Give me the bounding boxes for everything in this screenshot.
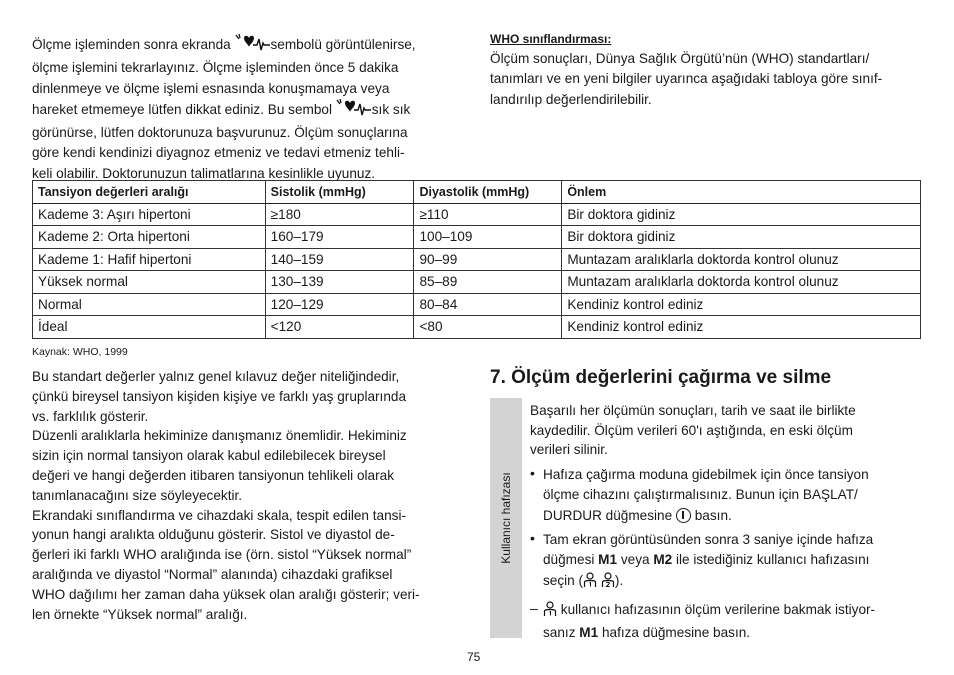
intro-line-2: ölçme işlemini tekrarlayınız. Ölçme işleminden önce 5 dakika bbox=[32, 60, 399, 76]
user-1-icon bbox=[543, 601, 557, 623]
cell-range: İdeal bbox=[33, 316, 266, 339]
m2-button-label: M2 bbox=[653, 552, 673, 568]
cell-action: Muntazam aralıklarla doktorda kontrol olunuz bbox=[562, 248, 921, 271]
cell-range: Kademe 2: Orta hipertoni bbox=[33, 226, 266, 249]
bullet-2-line-2 bbox=[543, 550, 873, 570]
who-line-2: tanımları ve en yeni bilgiler uyarınca aşağıdaki tabloya göre sınıf- bbox=[490, 71, 883, 87]
table-row bbox=[33, 226, 921, 249]
table-row bbox=[33, 203, 921, 226]
intro-line-5: görünürse, lütfen doktorunuza başvurunuz. Ölçüm sonuçlarına bbox=[32, 125, 408, 141]
body-line: çünkü bireysel tansiyon kişiden kişiye ve farklı yaş gruplarında bbox=[32, 388, 407, 404]
bullet-1-line-2: ölçme cihazını çalıştırmalısınız. Bunun için BAŞLAT/ bbox=[543, 487, 858, 503]
intro-line-6: göre kendi kendinizi diyagnoz etmeniz ve tedavi etmeniz tehli- bbox=[32, 145, 405, 161]
who-classification-table bbox=[32, 180, 921, 339]
bullet-2-line-3-a: seçin ( bbox=[543, 572, 584, 588]
header-action: Önlem bbox=[562, 181, 921, 204]
user-2-icon bbox=[601, 572, 615, 594]
who-line-1: Ölçüm sonuçları, Dünya Sağlık Örgütü’nün (WHO) standartları/ bbox=[490, 51, 870, 66]
body-line: ğerleri iki farklı WHO aralığında ise (örn. sistol “Yüksek normal” bbox=[32, 547, 412, 563]
bullet-marker: • bbox=[530, 465, 535, 481]
body-line: len örnekte “Yüksek normal” aralığı. bbox=[32, 606, 248, 622]
intro-line-1 bbox=[32, 34, 472, 58]
table-header-row bbox=[33, 181, 921, 204]
cell-systolic: <120 bbox=[265, 316, 414, 339]
table-source-note: Kaynak: WHO, 1999 bbox=[32, 346, 128, 358]
intro-line-1-a: Ölçme işleminden sonra ekranda bbox=[32, 37, 235, 52]
cell-systolic: 140–159 bbox=[265, 248, 414, 271]
intro-line-4 bbox=[32, 99, 472, 123]
body-line: vs. farklılık gösterir. bbox=[32, 408, 149, 424]
cell-systolic: 130–139 bbox=[265, 271, 414, 294]
bullet-marker: • bbox=[530, 530, 535, 546]
who-heading: WHO sınıflandırması: bbox=[490, 32, 612, 46]
cell-action: Bir doktora gidiniz bbox=[562, 226, 921, 249]
bullet-item-1 bbox=[543, 465, 869, 526]
who-line-3: landırılıp değerlendirilebilir. bbox=[490, 91, 652, 107]
header-systolic: Sistolik (mmHg) bbox=[265, 181, 414, 204]
cell-action: Bir doktora gidiniz bbox=[562, 203, 921, 226]
bullet-2-line-2-a: düğmesi bbox=[543, 552, 599, 568]
section-intro-line: verileri silinir. bbox=[530, 442, 608, 457]
cell-diastolic: 80–84 bbox=[414, 293, 562, 316]
m1-button-label: M1 bbox=[598, 552, 618, 568]
body-paragraph bbox=[32, 367, 472, 624]
cell-diastolic: ≥110 bbox=[414, 203, 562, 226]
table-row bbox=[33, 248, 921, 271]
bullet-2-line-2-c: ile istediğiniz kullanıcı hafızasını bbox=[672, 552, 870, 568]
body-line: WHO dağılımı her zaman daha yüksek olan aralığı gösterir; veri- bbox=[32, 586, 420, 602]
cell-diastolic: 100–109 bbox=[414, 226, 562, 249]
body-line: aralığında ve diyastol “Normal” alanında) cihazdaki grafiksel bbox=[32, 566, 393, 582]
table-row bbox=[33, 293, 921, 316]
section-intro-line: kaydedilir. Ölçüm verileri 60'ı aştığında, en eski ölçüm bbox=[530, 422, 853, 438]
header-range: Tansiyon değerleri aralığı bbox=[33, 181, 266, 204]
m1-button-label: M1 bbox=[579, 625, 599, 641]
bullet-1-line-3-a: DURDUR düğmesine bbox=[543, 507, 676, 523]
table-row bbox=[33, 316, 921, 339]
dash-line-2-a: sanız bbox=[543, 625, 580, 641]
body-line: Ekrandaki sınıflandırma ve cihazdaki skala, tespit edilen tansi- bbox=[32, 507, 407, 523]
dash-item bbox=[543, 600, 875, 644]
dash-marker: – bbox=[530, 600, 538, 616]
section-intro-line: Başarılı her ölçümün sonuçları, tarih ve saat ile birlikte bbox=[530, 403, 856, 418]
cell-systolic: ≥180 bbox=[265, 203, 414, 226]
irregular-heartbeat-icon bbox=[235, 34, 271, 58]
page-number: 75 bbox=[467, 650, 481, 664]
bullet-1-line-1: Hafıza çağırma moduna gidebilmek için önce tansiyon bbox=[543, 467, 869, 482]
dash-line-2-b: hafıza düğmesine basın. bbox=[598, 625, 751, 641]
dash-line-1-b: kullanıcı hafızasının ölçüm verilerine bakmak istiyor- bbox=[557, 602, 876, 617]
intro-line-4-b: sık sık bbox=[371, 101, 411, 117]
section-title: 7. Ölçüm değerlerini çağırma ve silme bbox=[490, 367, 832, 388]
body-line: değeri ve hangi değerden itibaren tansiyonun tehlikeli olarak bbox=[32, 467, 394, 483]
section-intro bbox=[530, 401, 856, 460]
who-paragraph bbox=[490, 49, 930, 110]
intro-line-1-b: sembolü görüntülenirse, bbox=[270, 37, 416, 52]
body-line: yonun hangi aralıkta olduğunu gösterir. Sistol ve diyastol de- bbox=[32, 527, 395, 543]
intro-line-4-a: hareket etmemeye lütfen dikkat ediniz. Bu sembol bbox=[32, 101, 336, 117]
cell-diastolic: 90–99 bbox=[414, 248, 562, 271]
user-1-icon bbox=[583, 572, 597, 594]
bullet-2-line-1: Tam ekran görüntüsünden sonra 3 saniye içinde hafıza bbox=[543, 532, 874, 547]
intro-line-3: dinlenmeye ve ölçme işlemi esnasında konuşmamaya veya bbox=[32, 80, 390, 96]
table-row bbox=[33, 271, 921, 294]
intro-paragraph bbox=[32, 34, 472, 184]
bullet-1-line-3-b: basın. bbox=[690, 507, 732, 523]
body-line: Bu standart değerler yalnız genel kılavuz değer niteliğindedir, bbox=[32, 369, 400, 384]
bullet-2-line-2-b: veya bbox=[617, 552, 654, 568]
bullet-2-line-3 bbox=[543, 571, 873, 594]
body-line: sizin için normal tansiyon olarak kabul edilebilecek bireysel bbox=[32, 448, 386, 464]
cell-action: Kendiniz kontrol ediniz bbox=[562, 293, 921, 316]
cell-range: Kademe 1: Hafif hipertoni bbox=[33, 248, 266, 271]
body-line: Düzenli aralıklarla hekiminize danışmanız önemlidir. Hekiminiz bbox=[32, 428, 407, 444]
cell-systolic: 160–179 bbox=[265, 226, 414, 249]
cell-range: Yüksek normal bbox=[33, 271, 266, 294]
bullet-2-line-3-b: ). bbox=[614, 572, 624, 588]
sidebar-tab bbox=[490, 398, 522, 638]
bullet-item-2 bbox=[543, 530, 873, 594]
dash-line-1 bbox=[543, 600, 875, 623]
dash-line-2 bbox=[543, 623, 875, 643]
body-line: tanımlanacağını size söyleyecektir. bbox=[32, 487, 243, 503]
bullet-1-line-3 bbox=[543, 506, 869, 526]
header-diastolic: Diyastolik (mmHg) bbox=[414, 181, 562, 204]
cell-diastolic: 85–89 bbox=[414, 271, 562, 294]
cell-action: Muntazam aralıklarla doktorda kontrol olunuz bbox=[562, 271, 921, 294]
sidebar-label: Kullanıcı hafızası bbox=[499, 472, 513, 564]
irregular-heartbeat-icon bbox=[336, 99, 372, 123]
cell-diastolic: <80 bbox=[414, 316, 562, 339]
power-icon bbox=[676, 508, 691, 523]
intro-line-7: keli olabilir. Doktorunuzun talimatlarına kesinlikle uyunuz. bbox=[32, 165, 376, 181]
cell-range: Kademe 3: Aşırı hipertoni bbox=[33, 203, 266, 226]
cell-range: Normal bbox=[33, 293, 266, 316]
cell-action: Kendiniz kontrol ediniz bbox=[562, 316, 921, 339]
cell-systolic: 120–129 bbox=[265, 293, 414, 316]
